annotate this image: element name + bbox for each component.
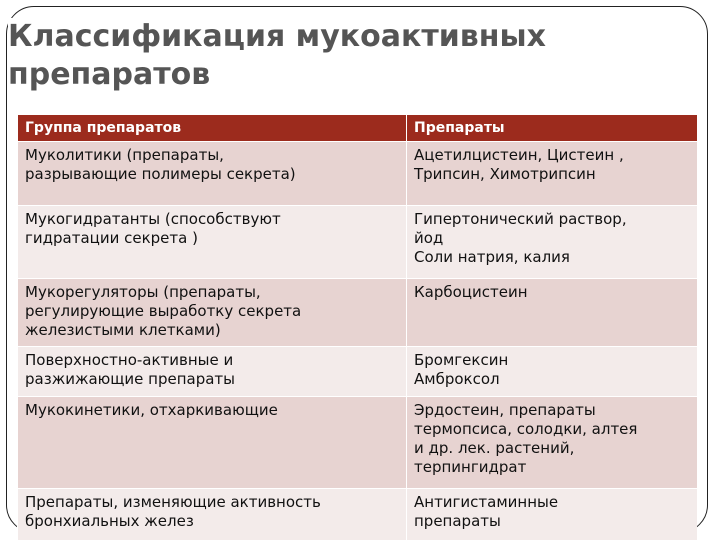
table-row bbox=[18, 279, 698, 347]
table-row bbox=[18, 347, 698, 397]
cell-drugs: Гипертонический раствор, йод Соли натрия, калия bbox=[407, 206, 698, 279]
table-header-row bbox=[18, 115, 698, 142]
classification-table-container bbox=[17, 114, 697, 540]
table-row bbox=[18, 206, 698, 279]
cell-group: Мукокинетики, отхаркивающие bbox=[18, 397, 407, 489]
cell-group: Поверхностно-активные и разжижающие препараты bbox=[18, 347, 407, 397]
cell-group: Мукорегуляторы (препараты, регулирующие выработку секрета железистыми клетками) bbox=[18, 279, 407, 347]
table-row bbox=[18, 142, 698, 206]
cell-drugs: Карбоцистеин bbox=[407, 279, 698, 347]
cell-group: Муколитики (препараты, разрывающие полимеры секрета) bbox=[18, 142, 407, 206]
cell-drugs: Антигистаминные препараты bbox=[407, 489, 698, 540]
cell-group: Препараты, изменяющие активность бронхиальных желез bbox=[18, 489, 407, 540]
header-group: Группа препаратов bbox=[18, 115, 407, 142]
classification-table bbox=[17, 114, 697, 540]
cell-drugs: Эрдостеин, препараты термопсиса, солодки, алтея и др. лек. растений, терпингидрат bbox=[407, 397, 698, 489]
table-row bbox=[18, 489, 698, 540]
cell-group: Мукогидратанты (способствуют гидратации секрета ) bbox=[18, 206, 407, 279]
header-drugs: Препараты bbox=[407, 115, 698, 142]
slide-title: Классификация мукоактивных препаратов bbox=[8, 18, 668, 94]
cell-drugs: Ацетилцистеин, Цистеин , Трипсин, Химотрипсин bbox=[407, 142, 698, 206]
cell-drugs: Бромгексин Амброксол bbox=[407, 347, 698, 397]
table-row bbox=[18, 397, 698, 489]
